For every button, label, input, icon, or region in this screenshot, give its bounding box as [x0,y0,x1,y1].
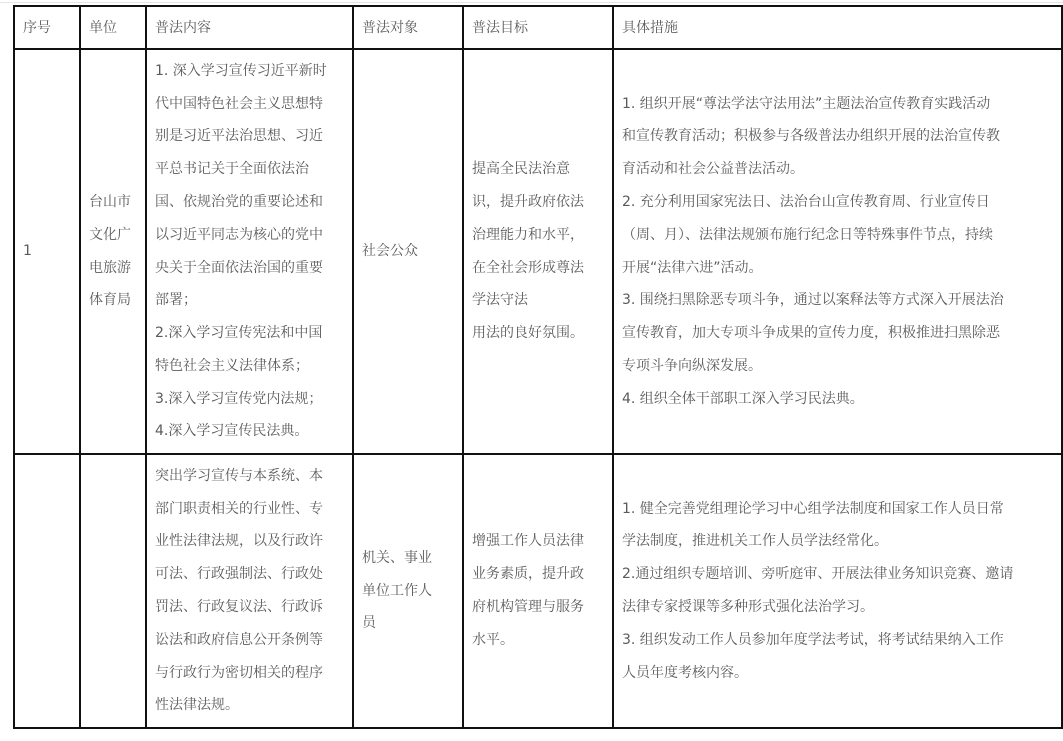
cell-unit [80,49,146,454]
target-line: 社会公众 [362,243,418,260]
goal-line: 水平。 [472,631,514,648]
content-line: 1. 深入学习宣传习近平新时 [155,62,327,79]
cell-index: 1 [14,49,80,454]
goal-line: 增强工作人员法律 [472,533,584,550]
unit-line: 体育局 [89,292,131,309]
cell-content [146,454,353,728]
unit-line: 台山市 [89,193,131,210]
content-line: 部门职责相关的行业性、专 [155,500,323,517]
content-line: 国、依规治党的重要论述和 [155,193,323,210]
content-line: 与行政行为密切相关的程序 [155,664,323,681]
measures-line: 1. 组织开展“尊法学法守法用法”主题法治宣传教育实践活动 [622,95,991,112]
content-line: 特色社会主义法律体系； [155,357,309,374]
measures-line: 开展“法律六进”活动。 [622,259,763,276]
content-line: 业性法律法规，以及行政许 [155,533,323,550]
table-row [14,49,1062,454]
content-line: 代中国特色社会主义思想特 [155,95,323,112]
content-line: 3.深入学习宣传党内法规； [155,390,323,407]
header-measures: 具体措施 [613,6,1062,49]
content-line: 讼法和政府信息公开条例等 [155,631,323,648]
target-line: 员 [362,615,376,632]
goal-line: 府机构管理与服务 [472,599,584,615]
header-unit: 单位 [80,6,146,49]
header-content: 普法内容 [146,6,353,49]
content-line: 央关于全面依法治国的重要 [155,259,323,276]
content-line: 突出学习宣传与本系统、本 [155,467,323,484]
goal-line: 提高全民法治意 [472,161,570,178]
goal-line: 学法守法 [472,292,528,309]
header-index: 序号 [14,6,80,49]
measures-line: 2. 充分利用国家宪法日、法治台山宣传教育周、行业宣传日 [622,193,990,210]
content-line: 性法律法规。 [155,697,239,714]
cell-measures [613,454,1062,728]
content-line: 别是习近平法治思想、习近 [155,128,323,145]
goal-line: 识，提升政府依法 [472,193,584,210]
content-line: 4.深入学习宣传民法典。 [155,423,309,440]
cell-goal [463,49,613,454]
measures-line: 学法制度，推进机关工作人员学法经常化。 [622,533,888,550]
content-line: 罚法、行政复议法、行政诉 [155,599,323,615]
table-header-row [14,6,1062,49]
cell-index [14,454,80,728]
cell-target [353,454,463,728]
goal-line: 治理能力和水平， [472,226,584,243]
cell-target [353,49,463,454]
measures-line: 和宣传教育活动；积极参与各级普法办组织开展的法治宣传教 [622,128,1000,145]
content-line: 可法、行政强制法、行政处 [155,566,323,583]
measures-line: 3. 组织发动工作人员参加年度学法考试，将考试结果纳入工作 [622,631,1004,648]
cell-goal [463,454,613,728]
content-line: 2.深入学习宣传宪法和中国 [155,325,323,342]
table-row [14,454,1062,728]
measures-line: 人员年度考核内容。 [622,664,748,681]
measures-line: 宣传教育，加大专项斗争成果的宣传力度，积极推进扫黑除恶 [622,325,1000,342]
legal-education-table [13,5,1063,729]
measures-line: 专项斗争向纵深发展。 [622,357,762,374]
goal-line: 在全社会形成尊法 [472,259,584,276]
unit-line: 电旅游 [89,259,131,276]
measures-line: 育活动和社会公益普法活动。 [622,161,804,178]
goal-line: 用法的良好氛围。 [472,325,584,342]
target-line: 单位工作人 [362,582,432,599]
measures-line: （周、月）、法律法规颁布施行纪念日等特殊事件节点，持续 [622,226,993,243]
cell-measures [613,49,1062,454]
measures-line: 4. 组织全体干部职工深入学习民法典。 [622,390,864,407]
page-top-divider [0,2,1063,3]
measures-line: 3. 围绕扫黑除恶专项斗争，通过以案释法等方式深入开展法治 [622,292,1004,309]
measures-line: 法律专家授课等多种形式强化法治学习。 [622,599,874,615]
measures-line: 2.通过组织专题培训、旁听庭审、开展法律业务知识竞赛、邀请 [622,566,1014,583]
content-line: 部署； [155,292,197,309]
goal-line: 业务素质，提升政 [472,566,584,583]
content-line: 平总书记关于全面依法治 [155,161,309,178]
header-goal: 普法目标 [463,6,613,49]
cell-content [146,49,353,454]
target-line: 机关、事业 [362,549,432,566]
cell-unit [80,454,146,728]
content-line: 以习近平同志为核心的党中 [155,226,323,243]
measures-line: 1. 健全完善党组理论学习中心组学法制度和国家工作人员日常 [622,500,1004,517]
unit-line: 文化广 [89,226,131,243]
header-target: 普法对象 [353,6,463,49]
